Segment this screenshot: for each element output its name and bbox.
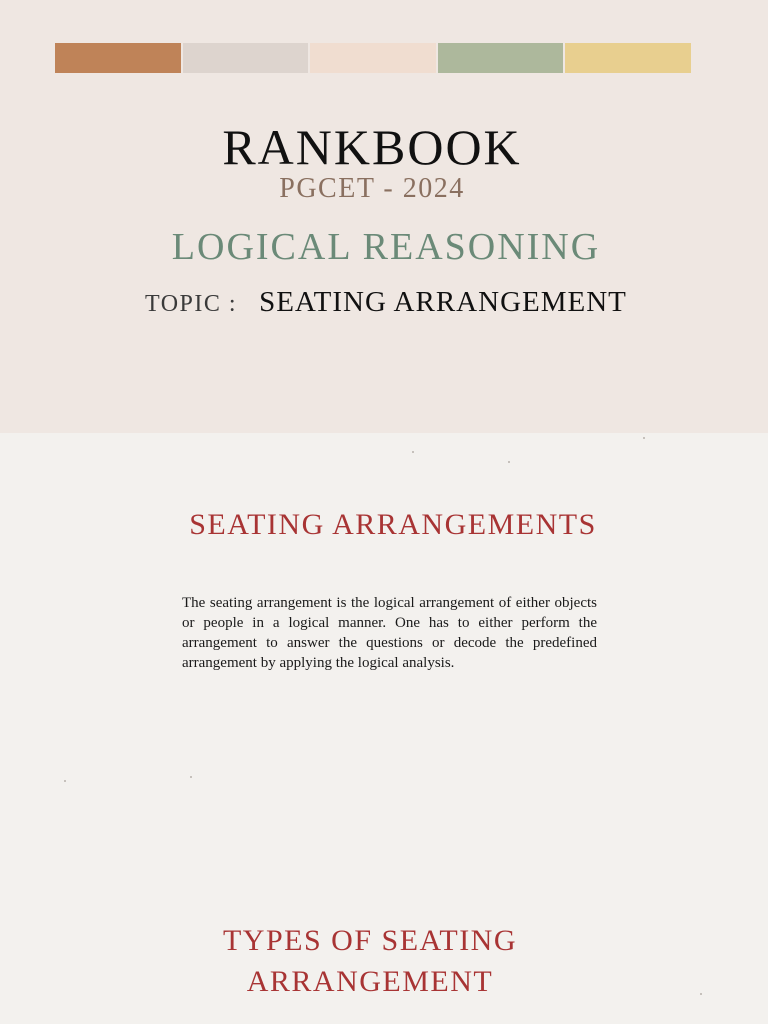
paper-speck	[190, 776, 192, 778]
paper-speck	[508, 461, 510, 463]
section-heading: SEATING ARRANGEMENTS	[189, 508, 597, 541]
types-heading-line-1: TYPES OF SEATING	[222, 924, 518, 957]
paper-speck	[412, 451, 414, 453]
exam-subtitle: PGCET - 2024	[279, 173, 465, 204]
brand-title: RANKBOOK	[222, 119, 522, 175]
palette-swatch-2	[183, 43, 309, 73]
color-palette-strip	[55, 43, 691, 73]
title-section	[0, 0, 768, 433]
types-heading-line-2: ARRANGEMENT	[246, 965, 494, 998]
subject-title: LOGICAL REASONING	[171, 226, 601, 268]
palette-swatch-3	[310, 43, 436, 73]
topic-row	[145, 286, 627, 326]
paper-speck	[64, 780, 66, 782]
palette-swatch-5	[565, 43, 691, 73]
palette-swatch-1	[55, 43, 181, 73]
palette-swatch-4	[438, 43, 564, 73]
topic-label: TOPIC :	[145, 291, 238, 317]
intro-paragraph: The seating arrangement is the logical arrangement of either objects or people in a logical manner. One has to either perform the arrangement to answer the questions or decode the predefined arrangement by applying the logical analysis.	[182, 595, 597, 671]
topic-value: SEATING ARRANGEMENT	[259, 286, 627, 318]
types-heading	[0, 920, 740, 1002]
paper-speck	[643, 437, 645, 439]
